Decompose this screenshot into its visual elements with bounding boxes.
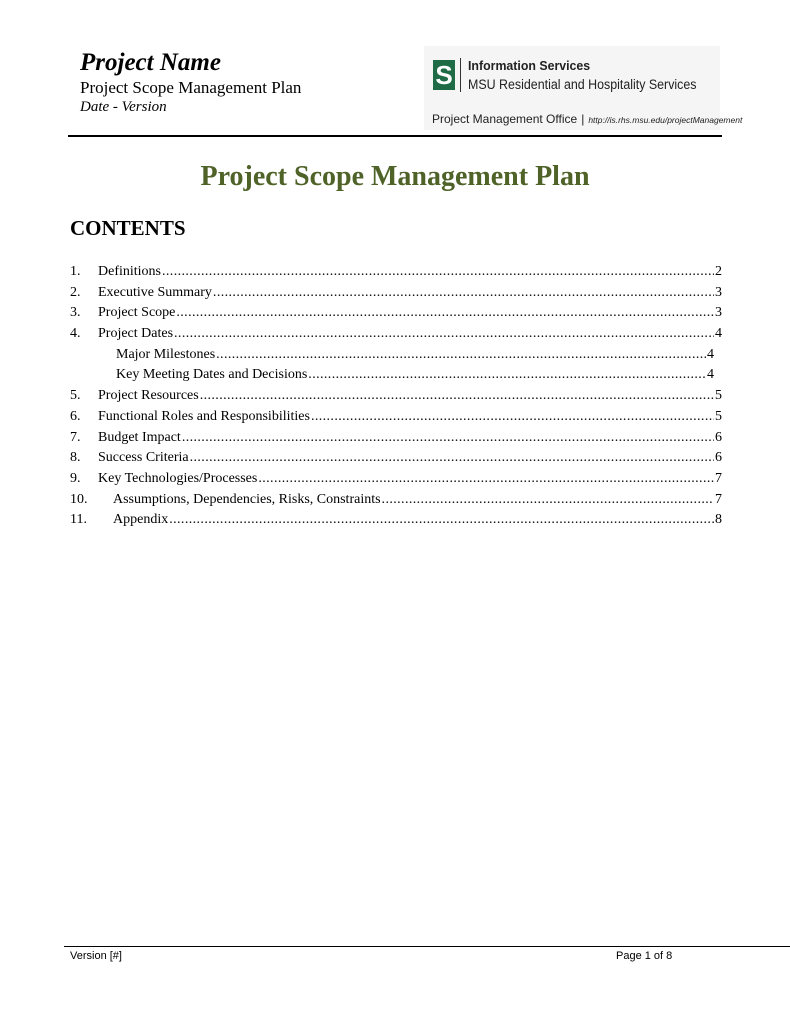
toc-entry-title: Project Resources: [98, 388, 199, 404]
toc-dot-leader: [162, 262, 714, 282]
toc-entry-page: 5: [715, 388, 722, 404]
toc-entry[interactable]: [70, 469, 722, 490]
toc-entry[interactable]: [70, 428, 722, 449]
toc-entry-number: 9.: [70, 470, 81, 486]
toc-entry[interactable]: [70, 490, 722, 511]
toc-entry-number: 11.: [70, 512, 87, 528]
toc-entry-page: 7: [715, 470, 722, 486]
logo-residential-hospitality: MSU Residential and Hospitality Services: [468, 77, 697, 92]
toc-entry[interactable]: [70, 365, 714, 386]
footer-version: Version [#]: [70, 950, 122, 962]
toc-entry-page: 8: [715, 512, 722, 528]
toc-entry-title: Project Dates: [98, 326, 174, 342]
toc-entry-number: 5.: [70, 388, 81, 404]
toc-entry-title: Functional Roles and Responsibilities: [98, 408, 310, 424]
toc-dot-leader: [213, 283, 714, 303]
toc-entry[interactable]: [70, 262, 722, 283]
header-divider: [68, 135, 722, 137]
footer-divider: [64, 946, 790, 947]
logo-url: http://is.rhs.msu.edu/projectManagement: [588, 115, 743, 125]
toc-dot-leader: [308, 365, 706, 385]
logo-divider: [460, 58, 461, 92]
toc-entry-page: 7: [715, 491, 722, 507]
toc-entry-title: Project Scope: [98, 305, 176, 321]
toc-entry[interactable]: [70, 324, 722, 345]
toc-entry-page: 3: [715, 284, 722, 300]
toc-entry-number: 2.: [70, 284, 81, 300]
toc-entry[interactable]: [70, 510, 722, 531]
table-of-contents: [70, 262, 722, 531]
toc-entry[interactable]: [70, 303, 722, 324]
toc-dot-leader: [258, 469, 714, 489]
toc-entry-number: 6.: [70, 408, 81, 424]
toc-entry[interactable]: [70, 283, 722, 304]
toc-dot-leader: [169, 510, 714, 530]
toc-entry-title: Assumptions, Dependencies, Risks, Constraints: [113, 491, 381, 507]
toc-entry-title: Appendix: [113, 512, 169, 528]
toc-dot-leader: [190, 448, 714, 468]
logo-office-line: [432, 110, 742, 128]
toc-dot-leader: [176, 303, 714, 323]
toc-entry-page: 5: [715, 408, 722, 424]
logo-office-name: Project Management Office: [432, 112, 578, 126]
toc-entry-title: Definitions: [98, 264, 161, 279]
toc-dot-leader: [200, 386, 714, 406]
toc-entry-title: Budget Impact: [98, 429, 181, 445]
document-title: Project Scope Management Plan: [200, 161, 590, 192]
toc-entry-number: 10.: [70, 491, 88, 507]
toc-entry-number: 7.: [70, 429, 81, 445]
toc-entry-number: 3.: [70, 305, 81, 321]
toc-entry-page: 4: [707, 367, 714, 383]
toc-entry-page: 4: [707, 346, 714, 362]
project-name: Project Name: [80, 49, 221, 76]
toc-entry[interactable]: [70, 407, 722, 428]
footer-page-number: Page 1 of 8: [616, 950, 673, 962]
logo-separator: |: [581, 112, 585, 126]
msu-logo: [424, 46, 743, 130]
toc-entry[interactable]: [70, 345, 714, 366]
toc-entry[interactable]: [70, 448, 722, 469]
toc-entry-title: Major Milestones: [116, 346, 216, 362]
toc-entry-page: 6: [715, 450, 722, 466]
toc-entry-page: 4: [715, 326, 722, 342]
toc-entry-title: Executive Summary: [98, 284, 212, 300]
toc-entry-page: 3: [715, 305, 722, 321]
toc-entry-page: 2: [715, 264, 722, 279]
toc-entry-page: 6: [715, 429, 722, 445]
toc-dot-leader: [216, 345, 706, 365]
toc-entry-number: 1.: [70, 264, 81, 279]
logo-information-services: Information Services: [468, 58, 591, 73]
toc-dot-leader: [182, 428, 714, 448]
toc-entry-title: Key Technologies/Processes: [98, 470, 258, 486]
contents-heading: CONTENTS: [70, 216, 186, 240]
header-date-version: Date - Version: [80, 99, 167, 115]
msu-s-logo-icon: S: [433, 60, 455, 90]
toc-entry-title: Key Meeting Dates and Decisions: [116, 367, 308, 383]
toc-dot-leader: [311, 407, 714, 427]
header-subtitle: Project Scope Management Plan: [80, 78, 302, 97]
toc-dot-leader: [382, 490, 714, 510]
toc-entry-title: Success Criteria: [98, 450, 189, 466]
toc-entry-number: 4.: [70, 326, 81, 342]
toc-entry-number: 8.: [70, 450, 81, 466]
toc-dot-leader: [174, 324, 714, 344]
toc-entry[interactable]: [70, 386, 722, 407]
